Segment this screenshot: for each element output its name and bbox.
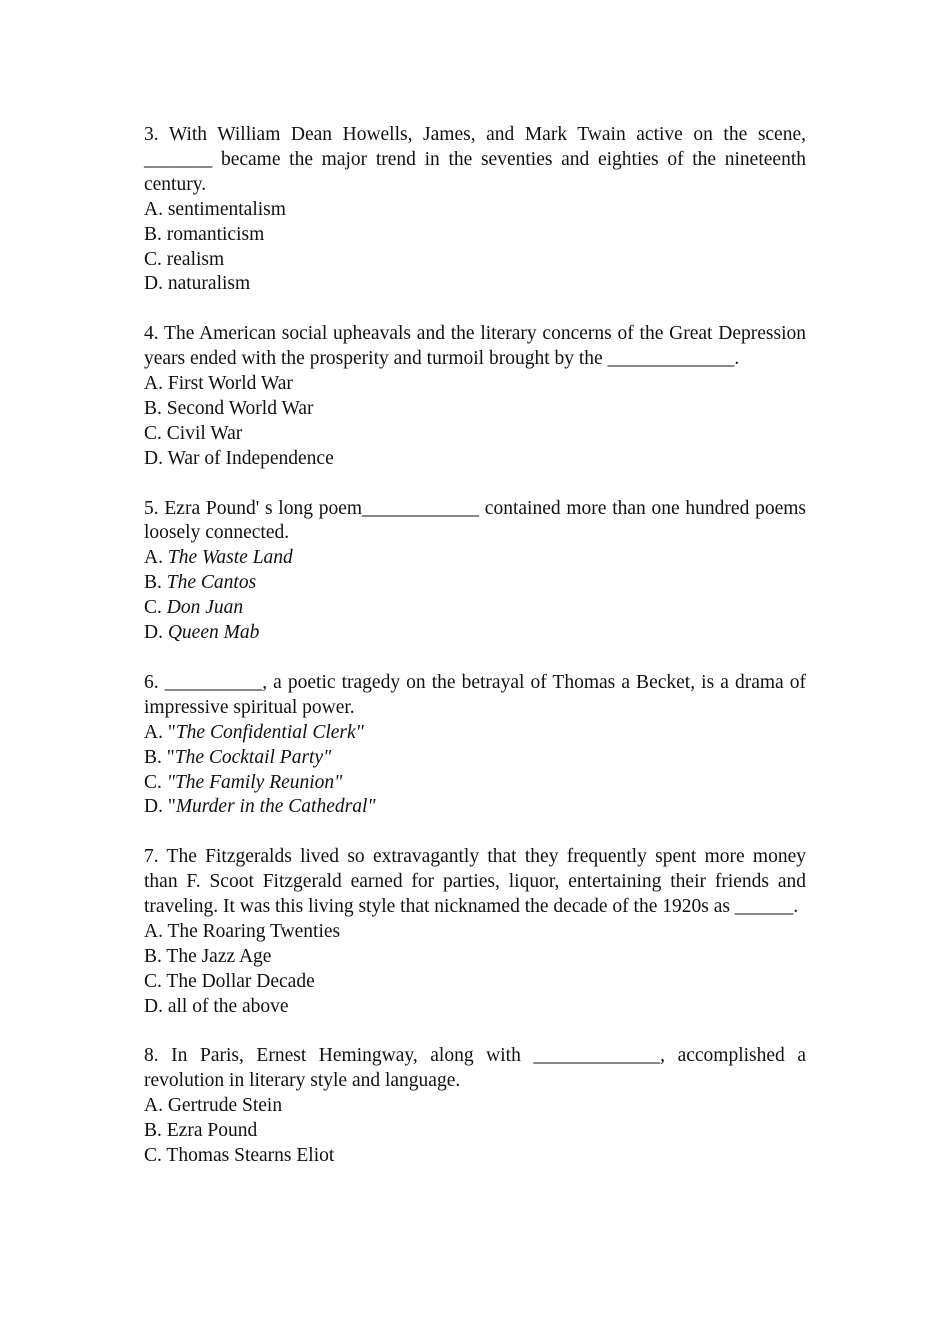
option-text: Don Juan [166, 597, 244, 619]
option-a [144, 198, 806, 223]
option-c [144, 422, 806, 447]
option-letter: A. [144, 721, 168, 743]
option-text: sentimentalism [167, 198, 286, 220]
option-letter: B. [144, 223, 167, 245]
option-letter: C. [144, 970, 167, 992]
option-letter: D. [144, 796, 168, 818]
option-d [144, 621, 806, 646]
option-letter: D. [144, 447, 168, 469]
option-text: "The Family Reunion" [166, 771, 343, 793]
option-text: Thomas Stearns Eliot [166, 1145, 335, 1167]
option-d [144, 447, 806, 472]
option-letter: C. [144, 771, 167, 793]
option-text: Ezra Pound [166, 1120, 258, 1142]
question-8 [144, 1044, 806, 1169]
option-letter: A. [144, 373, 168, 395]
option-b [144, 223, 806, 248]
option-text: The Confidential Clerk" [175, 721, 364, 743]
option-b [144, 945, 806, 970]
option-a [144, 1094, 806, 1119]
question-4 [144, 322, 806, 471]
option-text: The Roaring Twenties [167, 920, 341, 942]
option-letter: D. [144, 273, 168, 295]
option-b [144, 397, 806, 422]
option-text: all of the above [167, 995, 289, 1017]
option-text: Murder in the Cathedral" [175, 796, 376, 818]
option-text: The Cantos [166, 572, 257, 594]
question-7 [144, 845, 806, 1019]
option-c [144, 771, 806, 796]
option-b [144, 746, 806, 771]
option-letter: A. [144, 198, 168, 220]
option-pre: " [166, 746, 175, 768]
option-a [144, 721, 806, 746]
option-b [144, 571, 806, 596]
option-letter: B. [144, 746, 167, 768]
option-a [144, 546, 806, 571]
option-c [144, 970, 806, 995]
question-3 [144, 123, 806, 297]
option-text: The Cocktail Party" [174, 746, 332, 768]
option-text: Second World War [166, 397, 314, 419]
question-stem: 5. Ezra Pound' s long poem____________ contained more than one hundred poems loosely connected. [144, 497, 806, 544]
question-5 [144, 497, 806, 646]
option-letter: A. [144, 547, 168, 569]
question-stem: 3. With William Dean Howells, James, and Mark Twain active on the scene, _______ became the major trend in the seventies and eighties of the nineteenth century. [144, 124, 806, 195]
option-text: The Dollar Decade [166, 970, 315, 992]
option-letter: C. [144, 422, 167, 444]
option-text: The Waste Land [167, 547, 293, 569]
option-letter: A. [144, 920, 168, 942]
option-d [144, 995, 806, 1020]
option-pre: " [167, 796, 176, 818]
option-b [144, 1119, 806, 1144]
option-letter: B. [144, 397, 167, 419]
option-text: romanticism [166, 223, 265, 245]
option-letter: D. [144, 622, 168, 644]
option-text: War of Independence [167, 447, 334, 469]
option-text: The Jazz Age [166, 945, 272, 967]
option-text: naturalism [167, 273, 251, 295]
option-a [144, 372, 806, 397]
option-a [144, 920, 806, 945]
option-d [144, 795, 806, 820]
option-c [144, 248, 806, 273]
question-stem: 8. In Paris, Ernest Hemingway, along with _____________, accomplished a revolution in literary style and language. [144, 1045, 806, 1092]
option-letter: C. [144, 248, 167, 270]
option-letter: A. [144, 1095, 168, 1117]
option-letter: D. [144, 995, 168, 1017]
option-c [144, 1144, 806, 1169]
option-letter: B. [144, 572, 167, 594]
option-text: Civil War [166, 422, 243, 444]
option-text: realism [166, 248, 225, 270]
option-d [144, 272, 806, 297]
option-letter: B. [144, 945, 167, 967]
question-stem: 7. The Fitzgeralds lived so extravagantly that they frequently spent more money than F. Scoot Fitzgerald earned for parties, liquor, entertaining their friends and traveling. It was this living style that nicknamed the decade of the 1920s as ______. [144, 846, 806, 918]
option-text: Gertrude Stein [167, 1095, 283, 1117]
option-pre: " [167, 721, 176, 743]
option-text: Queen Mab [167, 622, 260, 644]
option-letter: B. [144, 1120, 167, 1142]
question-stem: 4. The American social upheavals and the literary concerns of the Great Depression years ended with the prosperity and turmoil brought by the _____________. [144, 323, 806, 370]
option-c [144, 596, 806, 621]
option-letter: C. [144, 597, 167, 619]
option-letter: C. [144, 1145, 167, 1167]
question-6 [144, 671, 806, 820]
document-page [144, 123, 806, 1194]
question-stem: 6. __________, a poetic tragedy on the betrayal of Thomas a Becket, is a drama of impressive spiritual power. [144, 671, 806, 718]
option-text: First World War [167, 373, 293, 395]
